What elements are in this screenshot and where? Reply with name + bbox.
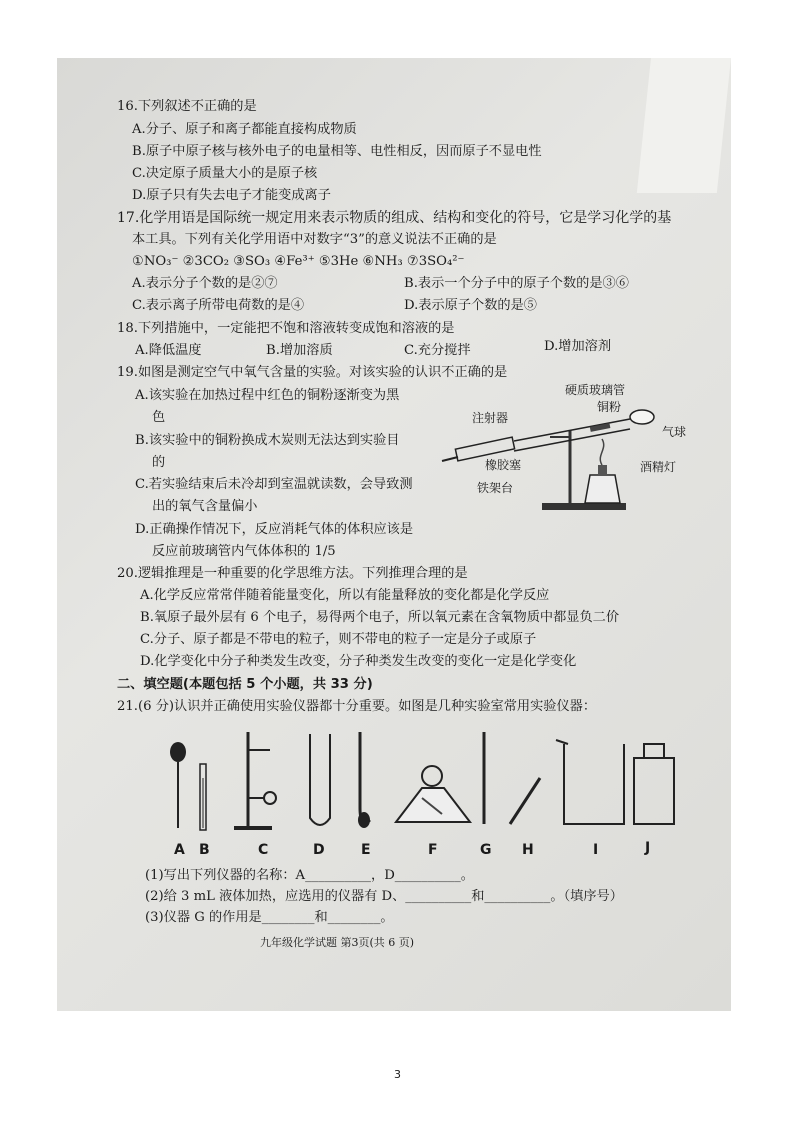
q20-option-c: C.分子、原子都是不带电的粒子，则不带电的粒子一定是分子或原子 bbox=[140, 632, 537, 647]
instrument-label-j: J bbox=[645, 840, 651, 856]
q21-instruments-diagram bbox=[160, 728, 680, 838]
instrument-label-c: C bbox=[258, 842, 269, 858]
q20-option-d: D.化学变化中分子种类发生改变，分子种类发生改变的变化一定是化学变化 bbox=[140, 654, 577, 669]
instrument-i-beaker bbox=[556, 740, 624, 824]
q20-stem: 20.逻辑推理是一种重要的化学思维方法。下列推理合理的是 bbox=[117, 566, 468, 581]
q19-option-c-line1: C.若实验结束后未冷却到室温就读数，会导致测 bbox=[135, 477, 413, 492]
q16-option-c: C.决定原子质量大小的是原子核 bbox=[132, 166, 318, 181]
q19-option-d-line2: 反应前玻璃管内气体体积的 1/5 bbox=[152, 544, 336, 559]
paper-fold bbox=[637, 58, 731, 193]
instrument-label-f: F bbox=[428, 842, 438, 858]
q16-option-d: D.原子只有失去电子才能变成离子 bbox=[132, 188, 331, 203]
instrument-j-bottle bbox=[634, 744, 674, 824]
q17-option-d: D.表示原子个数的是⑤ bbox=[404, 298, 537, 313]
page-number: 3 bbox=[394, 1068, 401, 1081]
lamp-wick bbox=[598, 465, 607, 475]
q19-option-b-line1: B.该实验中的铜粉换成木炭则无法达到实验目 bbox=[135, 433, 400, 448]
page-footer: 九年级化学试题 第3页(共 6 页) bbox=[260, 936, 415, 949]
alcohol-lamp bbox=[585, 475, 620, 503]
instrument-d-test-tube bbox=[310, 734, 330, 825]
q17-option-c: C.表示离子所带电荷数的是④ bbox=[132, 298, 305, 313]
instrument-b-thermometer bbox=[200, 764, 206, 830]
q18-option-b: B.增加溶质 bbox=[266, 343, 333, 358]
section-2-heading: 二、填空题(本题包括 5 个小题，共 33 分) bbox=[117, 677, 373, 692]
flame bbox=[600, 439, 603, 465]
instrument-a-dropper bbox=[170, 742, 186, 828]
q19-option-a-line2: 色 bbox=[152, 410, 166, 425]
q18-stem: 18.下列措施中，一定能把不饱和溶液转变成饱和溶液的是 bbox=[117, 321, 455, 336]
q18-option-c: C.充分搅拌 bbox=[404, 343, 471, 358]
q21-part-2: (2)给 3 mL 液体加热，应选用的仪器有 D、__________和__________。（填序号） bbox=[145, 889, 623, 904]
instrument-f-alcohol-lamp bbox=[396, 766, 470, 822]
q19-option-c-line2: 出的氧气含量偏小 bbox=[152, 499, 258, 514]
q18-option-a: A.降低温度 bbox=[135, 343, 202, 358]
glass-tube-bottom bbox=[514, 429, 630, 451]
q17-stem-line2: 本工具。下列有关化学用语中对数字“3”的意义说法不正确的是 bbox=[132, 232, 497, 247]
label-syringe: 注射器 bbox=[472, 411, 509, 425]
balloon-shape bbox=[630, 410, 654, 424]
label-glass-tube: 硬质玻璃管 bbox=[565, 383, 626, 397]
q20-option-b: B.氧原子最外层有 6 个电子，易得两个电子，所以氧元素在含氧物质中都显负二价 bbox=[140, 610, 620, 625]
q19-stem: 19.如图是测定空气中氧气含量的实验。对该实验的认识不正确的是 bbox=[117, 365, 508, 380]
instrument-label-i: I bbox=[593, 842, 599, 858]
label-copper: 铜粉 bbox=[597, 400, 622, 414]
q20-option-a: A.化学反应常常伴随着能量变化，所以有能量释放的变化都是化学反应 bbox=[140, 588, 550, 603]
q18-option-d: D.增加溶剂 bbox=[544, 339, 612, 354]
q17-stem-line1: 17.化学用语是国际统一规定用来表示物质的组成、结构和变化的符号，它是学习化学的基 bbox=[117, 210, 672, 226]
label-stopper: 橡胶塞 bbox=[485, 458, 522, 472]
q21-part-3: (3)仪器 G 的作用是________和________。 bbox=[145, 910, 394, 925]
stand-base bbox=[542, 503, 626, 510]
label-balloon: 气球 bbox=[662, 425, 687, 439]
q16-option-b: B.原子中原子核与核外电子的电量相等、电性相反，因而原子不显电性 bbox=[132, 144, 542, 159]
q16-stem: 16.下列叙述不正确的是 bbox=[117, 99, 257, 114]
q17-symbols: ①NO₃⁻ ②3CO₂ ③SO₃ ④Fe³⁺ ⑤3He ⑥NH₃ ⑦3SO₄²⁻ bbox=[132, 254, 465, 269]
q19-option-b-line2: 的 bbox=[152, 455, 166, 470]
instrument-h-pipe bbox=[510, 778, 540, 824]
glass-tube-top bbox=[514, 419, 630, 441]
instrument-label-b: B bbox=[199, 842, 210, 858]
instrument-label-h: H bbox=[522, 842, 534, 858]
q17-option-a: A.表示分子个数的是②⑦ bbox=[132, 276, 278, 291]
instrument-label-a: A bbox=[174, 842, 185, 858]
q19-option-a-line1: A.该实验在加热过程中红色的铜粉逐渐变为黑 bbox=[135, 388, 400, 403]
q21-stem: 21.(6 分)认识并正确使用实验仪器都十分重要。如图是几种实验室常用实验仪器： bbox=[117, 699, 597, 714]
q17-option-b: B.表示一个分子中的原子个数的是③⑥ bbox=[404, 276, 629, 291]
label-lamp: 酒精灯 bbox=[640, 460, 677, 474]
instrument-label-e: E bbox=[361, 842, 371, 858]
instrument-label-d: D bbox=[313, 842, 325, 858]
label-stand: 铁架台 bbox=[477, 481, 514, 495]
instrument-label-g: G bbox=[480, 842, 492, 858]
instrument-e-holder bbox=[358, 732, 370, 828]
q21-part-1: (1)写出下列仪器的名称：A__________，D__________。 bbox=[145, 868, 474, 883]
instrument-c-iron-stand bbox=[234, 732, 276, 828]
q19-option-d-line1: D.正确操作情况下，反应消耗气体的体积应该是 bbox=[135, 522, 414, 537]
q16-option-a: A.分子、原子和离子都能直接构成物质 bbox=[132, 122, 357, 137]
